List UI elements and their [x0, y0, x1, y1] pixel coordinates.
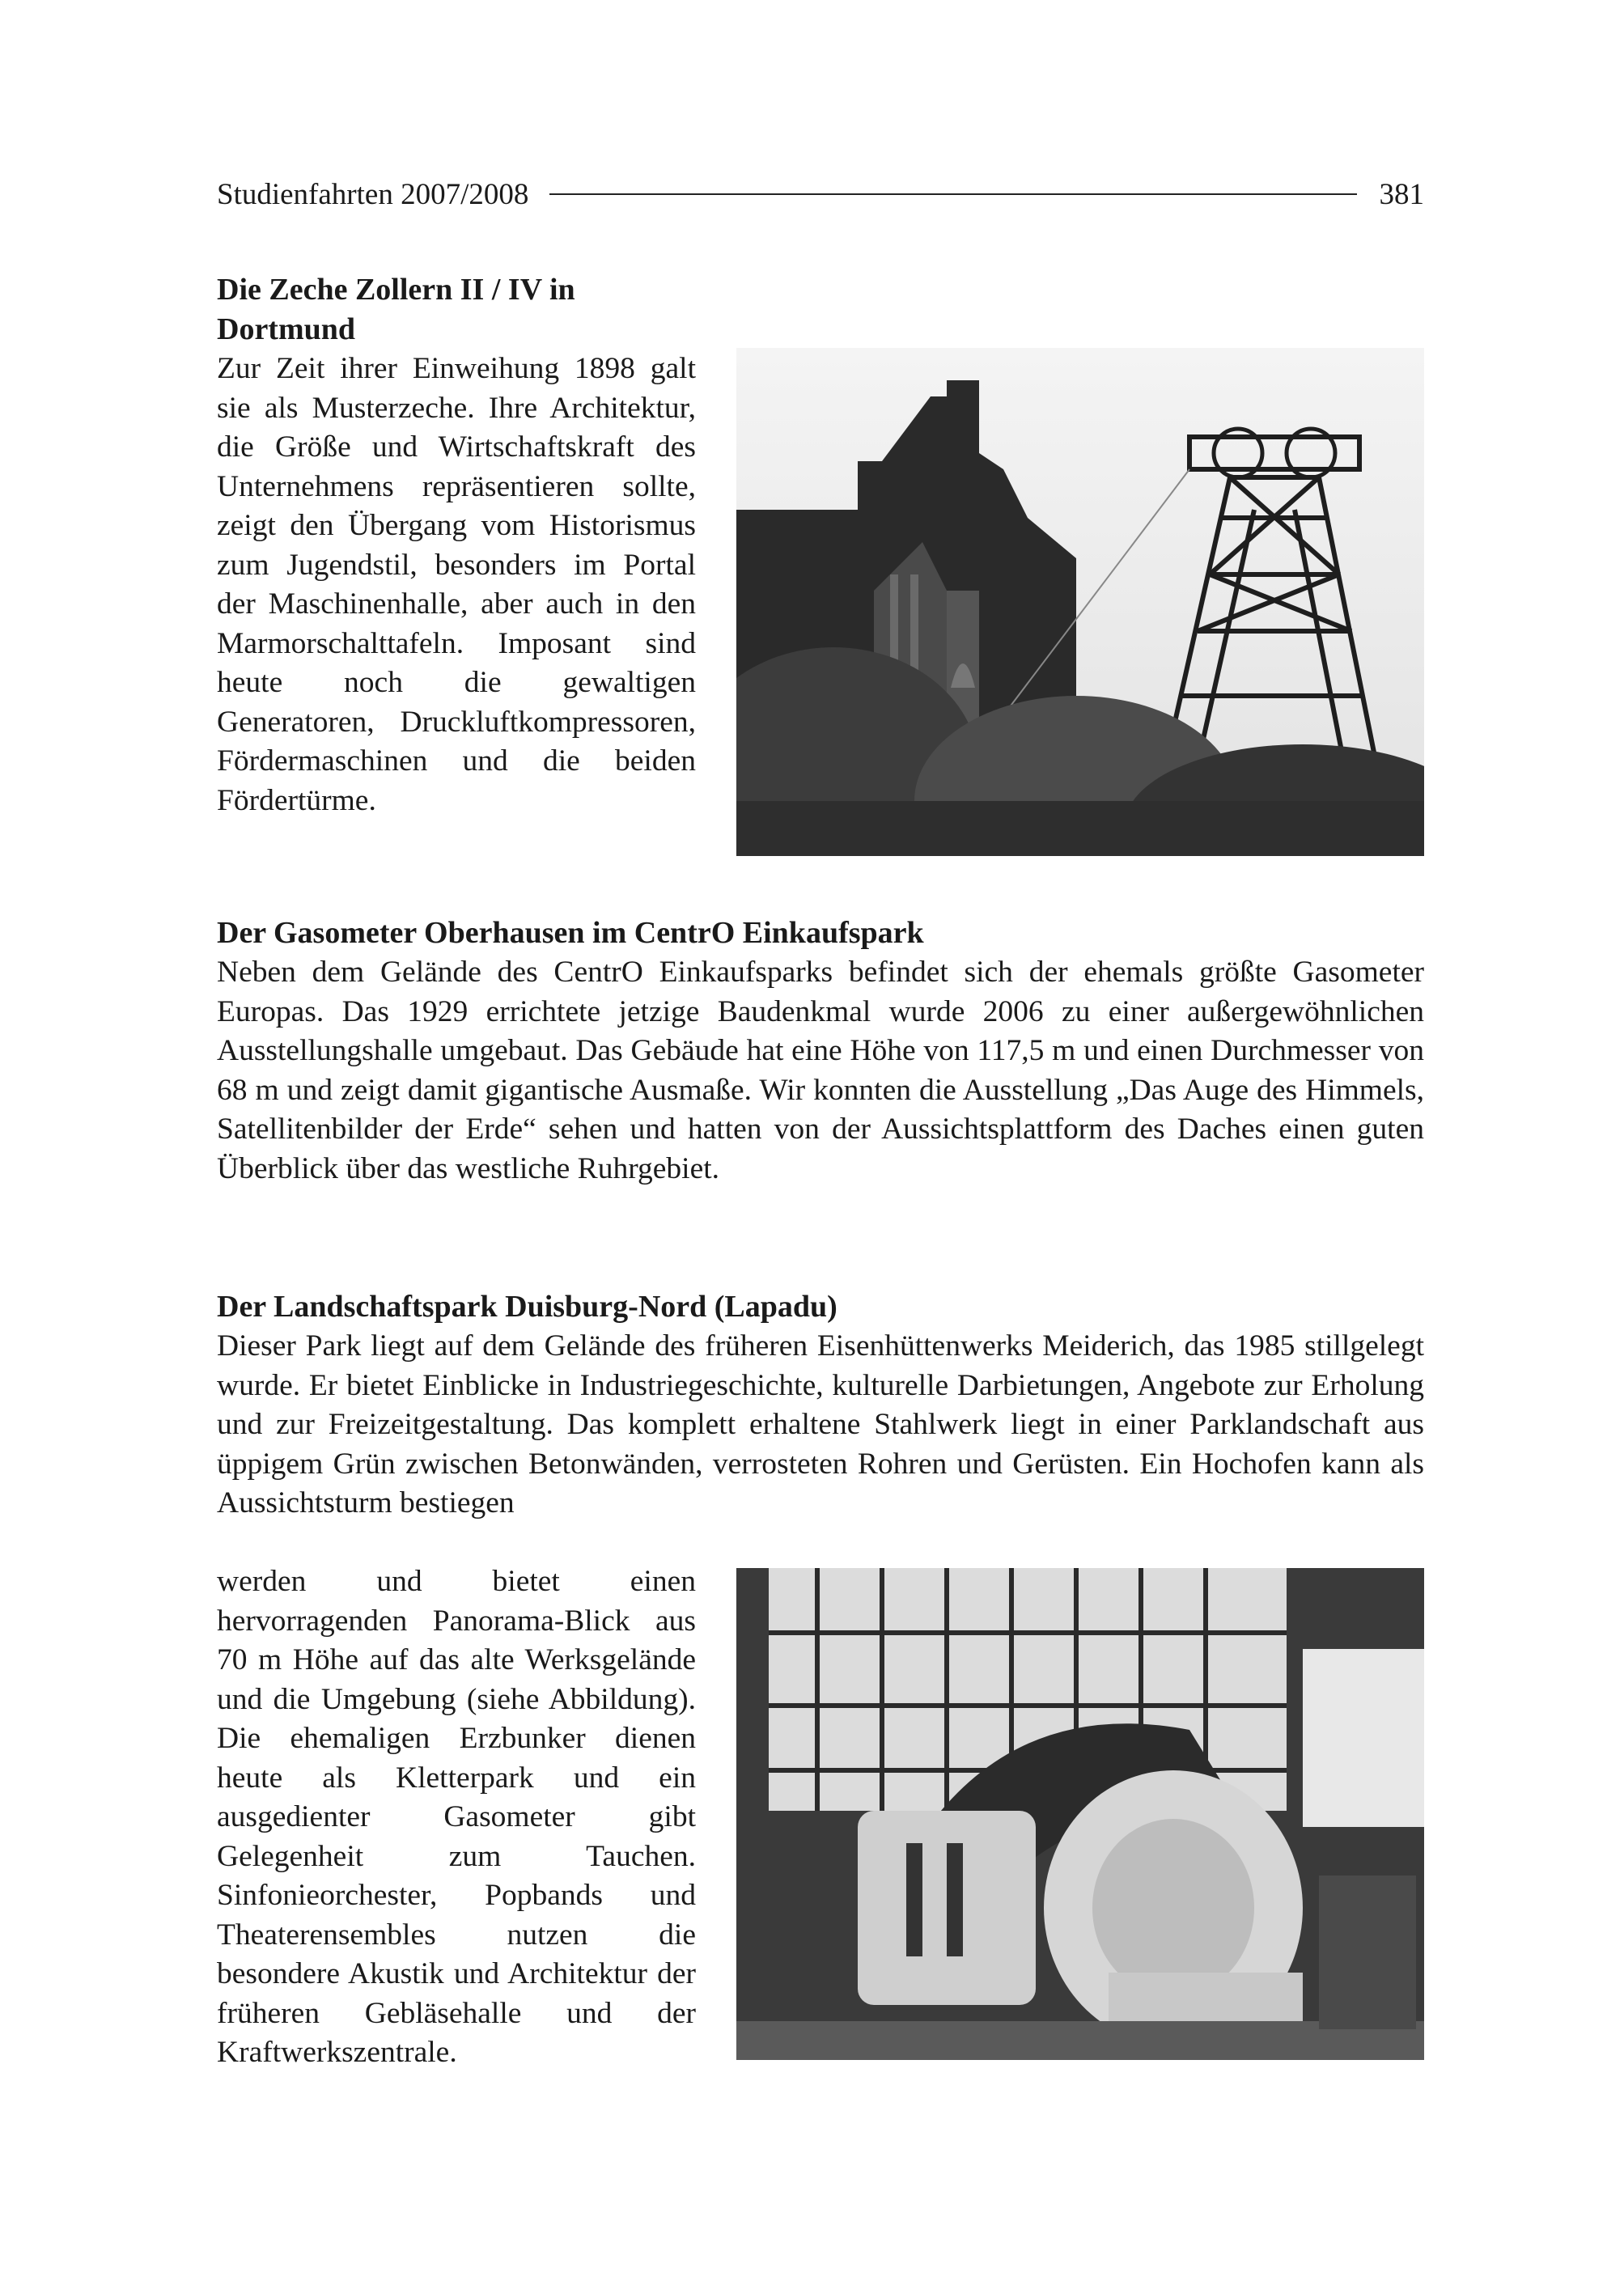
section-gasometer: [217, 913, 1424, 1189]
section-body: Dieser Park liegt auf dem Gelände des früheren Eisenhüttenwerks Meiderich, das 1985 stillgelegt wurde. Er bietet Einblicke in Industriegeschichte, kulturelle Darbietungen, Angebote zur Erholung und zur Freizeitgestaltung. Das komplett erhaltene Stahlwerk liegt in einer Parklandschaft aus üppigem Grün zwischen Betonwänden, verrosteten Rohren und Gerüsten. Ein Hochofen kann als Aussichtsturm bestiegen: [217, 1329, 1424, 1519]
section-body: Zur Zeit ihrer Einweihung 1898 galt sie als Musterzeche. Ihre Architektur, die Größe und Wirtschaftskraft des Unternehmens repräsentieren sollte, zeigt den Übergang vom Historismus zum Jugendstil, besonders im Portal der Maschinenhalle, aber auch in den Marmorschalttafeln. Imposant sind heute noch die gewaltigen Generatoren, Druckluftkompressoren, Fördermaschinen und die beiden Fördertürme.: [217, 352, 696, 817]
section-heading: Der Gasometer Oberhausen im CentrO Einkaufspark: [217, 916, 924, 950]
photo-zollern: [736, 348, 1424, 856]
running-title: Studienfahrten 2007/2008: [217, 177, 529, 211]
section-heading: Die Zeche Zollern II / IV in Dortmund: [217, 273, 575, 346]
section-body: Neben dem Gelände des CentrO Einkaufsparks befindet sich der ehemals größte Gasometer Europas. Das 1929 errichtete jetzige Baudenkmal wurde 2006 zu einer außergewöhnlichen Ausstellungshalle umgebaut. Das Gebäude hat eine Höhe von 117,5 m und einen Durchmesser von 68 m und zeigt damit gigantische Ausmaße. Wir konnten die Ausstellung „Das Auge des Himmels, Satellitenbilder der Erde“ sehen und hatten von der Aussichtsplattform des Daches einen guten Überblick über das westliche Ruhrgebiet.: [217, 956, 1424, 1185]
section-heading: Der Landschaftspark Duisburg-Nord (Lapadu): [217, 1290, 837, 1324]
page-number: 381: [1379, 177, 1424, 211]
section-body-continued: werden und bietet einen hervorragenden Panorama-Blick aus 70 m Höhe auf das alte Werksgelände und die Umgebung (siehe Abbildung). Die ehemaligen Erzbunker dienen heute als Kletterpark und ein ausgedienter Gasometer gibt Gelegenheit zum Tauchen. Sinfonieorchester, Popbands und Theaterensembles nutzen die besondere Akustik und Architektur der früheren Gebläsehalle und der Kraftwerkszentrale.: [217, 1565, 696, 2069]
photo-zollern-headframe-icon: [736, 348, 1424, 856]
running-header: [217, 170, 1424, 218]
photo-machine-hall-icon: [736, 1568, 1424, 2060]
photo-machine-hall: [736, 1568, 1424, 2060]
section-zeche-zollern: [217, 270, 696, 820]
section-landschaftspark-continued: [217, 1562, 696, 2073]
header-rule: [549, 193, 1356, 195]
section-landschaftspark: [217, 1287, 1424, 1524]
